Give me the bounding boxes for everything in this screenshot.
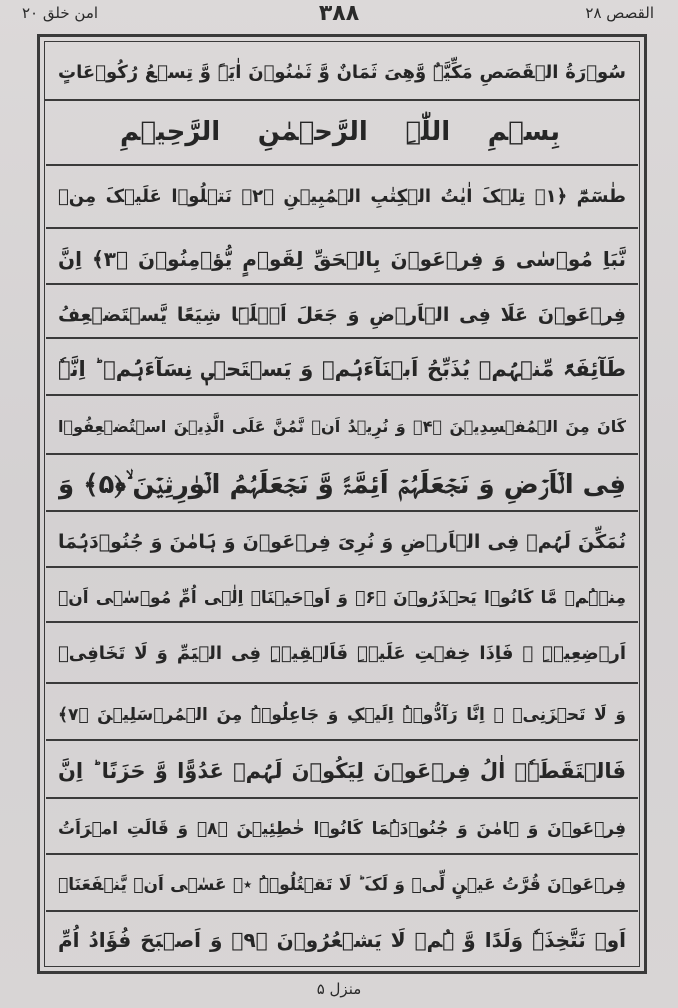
- verse-line-5: کَانَ مِنَ الۡمُفۡسِدِیۡنَ ﴿۴﴾ وَ نُرِیۡدُ اَنۡ نَّمُنَّ عَلَی الَّذِیۡنَ اسۡتُضۡعِفُوۡا: [58, 416, 626, 436]
- line-rule: [46, 227, 638, 229]
- verse-line-7: نُمَکِّنَ لَہُمۡ فِی الۡاَرۡضِ وَ نُرِیَ فِرۡعَوۡنَ وَ ہَامٰنَ وَ جُنُوۡدَہُمَا: [58, 531, 626, 553]
- verse-line-9: اَرۡضِعِیۡہِ ۚ فَاِذَا خِفۡتِ عَلَیۡہِ فَاَلۡقِیۡہِ فِی الۡیَمِّ وَ لَا تَخَافِیۡ: [58, 642, 626, 664]
- verse-line-12: فِرۡعَوۡنَ وَ ہَامٰنَ وَ جُنُوۡدَہُمَا کَانُوۡا خٰطِئِیۡنَ ﴿۸﴾ وَ قَالَتِ امۡرَاَتُ: [58, 819, 626, 839]
- verse-line-8: مِنۡہُمۡ مَّا کَانُوۡا یَحۡذَرُوۡنَ ﴿۶﴾ وَ اَوۡحَیۡنَاۤ اِلٰۤی اُمِّ مُوۡسٰۤی اَنۡ: [58, 588, 626, 608]
- verse-line-10: وَ لَا تَحۡزَنِیۡ ۚ اِنَّا رَآدُّوۡہُ اِلَیۡکِ وَ جَاعِلُوۡہُ مِنَ الۡمُرۡسَلِیۡنَ ﴿۷﴾: [58, 704, 626, 725]
- surah-label: القصص ۲۸: [585, 4, 654, 22]
- line-rule: [46, 394, 638, 396]
- manzil-footer: منزل ۵: [316, 980, 362, 998]
- verse-line-11: فَالۡتَقَطَہٗۤ اٰلُ فِرۡعَوۡنَ لِیَکُوۡنَ لَہُمۡ عَدُوًّا وَّ حَزَنًا ؕ اِنَّ: [58, 759, 626, 783]
- verse-line-14: اَوۡ نَتَّخِذَہٗ وَلَدًا وَّ ہُمۡ لَا یَشۡعُرُوۡنَ ﴿۹﴾ وَ اَصۡبَحَ فُؤَادُ اُمِّ: [58, 928, 626, 952]
- line-rule: [46, 853, 638, 855]
- line-rule: [46, 566, 638, 568]
- verse-line-3: فِرۡعَوۡنَ عَلَا فِی الۡاَرۡضِ وَ جَعَلَ اَہۡلَہَا شِیَعًا یَّسۡتَضۡعِفُ: [58, 304, 626, 326]
- line-rule: [46, 337, 638, 339]
- verse-line-4: طَآئِفَۃً مِّنۡہُمۡ یُذَبِّحُ اَبۡنَآءَہُمۡ وَ یَسۡتَحۡیٖ نِسَآءَہُمۡ ؕ اِنَّہٗ: [58, 357, 626, 381]
- line-rule: [46, 621, 638, 623]
- verse-line-2: نَّبَاِ مُوۡسٰی وَ فِرۡعَوۡنَ بِالۡحَقِّ لِقَوۡمٍ یُّؤۡمِنُوۡنَ ﴿۳﴾ اِنَّ: [58, 247, 626, 271]
- line-rule: [46, 164, 638, 166]
- line-rule: [46, 682, 638, 684]
- verse-line-6: فِی الۡاَرۡضِ وَ نَجۡعَلَہُمۡ اَئِمَّۃً وَّ نَجۡعَلَہُمُ الۡوٰرِثِیۡنَ ۙ﴿۵﴾ وَ: [58, 469, 626, 500]
- line-rule: [46, 739, 638, 741]
- line-rule: [46, 510, 638, 512]
- line-rule: [46, 283, 638, 285]
- verse-line-13: فِرۡعَوۡنَ قُرَّتُ عَیۡنٍ لِّیۡ وَ لَکَ ؕ لَا تَقۡتُلُوۡہُ ٭ۖ عَسٰۤی اَنۡ یَّنۡفَعَنَاۤ: [58, 875, 626, 895]
- verse-line-1: طٰسٓمّٓ ﴿۱﴾ تِلۡکَ اٰیٰتُ الۡکِتٰبِ الۡمُبِیۡنِ ﴿۲﴾ نَتۡلُوۡا عَلَیۡکَ مِنۡ: [58, 185, 626, 207]
- bismillah: بِسۡمِ اللّٰہِ الرَّحۡمٰنِ الرَّحِیۡمِ: [120, 117, 560, 147]
- para-label: امن خلق ۲۰: [22, 4, 99, 22]
- line-rule: [46, 797, 638, 799]
- line-rule: [46, 453, 638, 455]
- surah-title: سُوۡرَةُ الۡقَصَصِ مَکِّیَّۃٌ وَّھِیَ ثَمَانٌ وَّ ثَمٰنُوۡنَ اٰیَۃً وَّ تِسۡعُ رُکُوۡعَاتٍ: [58, 61, 626, 83]
- page-number: ۳۸۸: [318, 1, 360, 26]
